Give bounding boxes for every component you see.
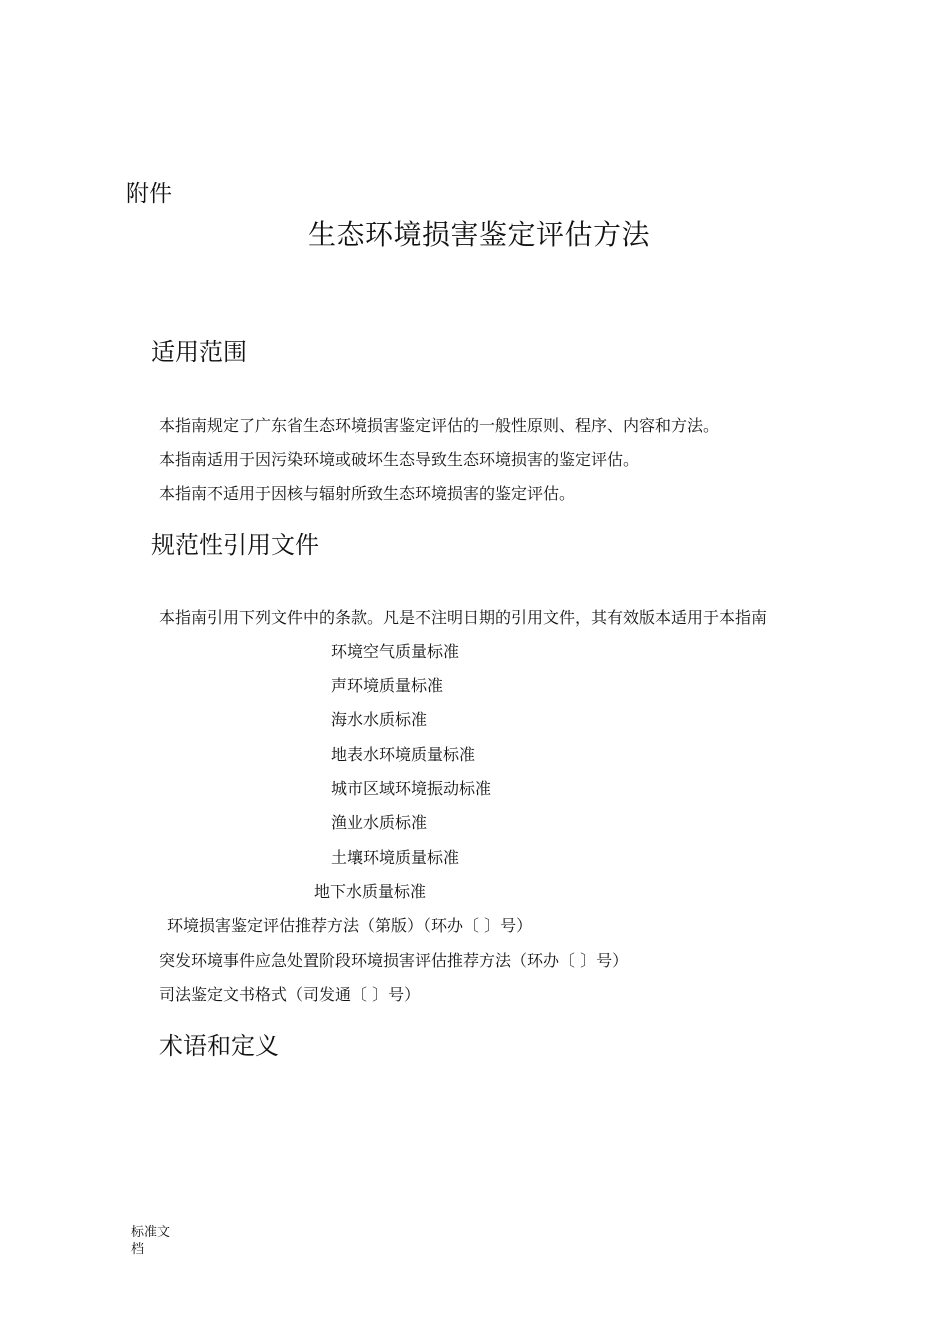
footer-line: 档: [131, 1242, 145, 1257]
footer-line: 标准文: [131, 1225, 171, 1240]
reference-item: 司法鉴定文书格式（司发通〔 〕号）: [159, 985, 421, 1004]
scope-paragraph: 本指南适用于因污染环境或破坏生态导致生态环境损害的鉴定评估。: [159, 450, 640, 469]
reference-item: 渔业水质标准: [331, 813, 428, 832]
reference-item: 地下水质量标准: [314, 882, 427, 901]
section-heading-references: 规范性引用文件: [151, 531, 319, 559]
reference-item: 地表水环境质量标准: [331, 745, 476, 764]
reference-item: 城市区域环境振动标准: [331, 779, 492, 798]
reference-item: 声环境质量标准: [331, 676, 444, 695]
section-heading-terms: 术语和定义: [159, 1032, 279, 1060]
reference-item: 环境空气质量标准: [331, 642, 460, 661]
document-title: 生态环境损害鉴定评估方法: [308, 218, 651, 251]
reference-item: 环境损害鉴定评估推荐方法（第版）（环办〔 〕号）: [167, 916, 533, 935]
footer-label: [131, 1224, 181, 1258]
scope-paragraph: 本指南不适用于因核与辐射所致生态环境损害的鉴定评估。: [159, 484, 576, 503]
references-intro: 本指南引用下列文件中的条款。凡是不注明日期的引用文件，其有效版本适用于本指南: [159, 608, 768, 627]
section-heading-scope: 适用范围: [151, 338, 247, 366]
reference-item: 海水水质标准: [331, 710, 428, 729]
reference-item: 突发环境事件应急处置阶段环境损害评估推荐方法（环办〔 〕号）: [159, 951, 629, 970]
annex-label: 附件: [126, 181, 172, 207]
reference-item: 土壤环境质量标准: [331, 848, 460, 867]
scope-paragraph: 本指南规定了广东省生态环境损害鉴定评估的一般性原则、程序、内容和方法。: [159, 416, 720, 435]
